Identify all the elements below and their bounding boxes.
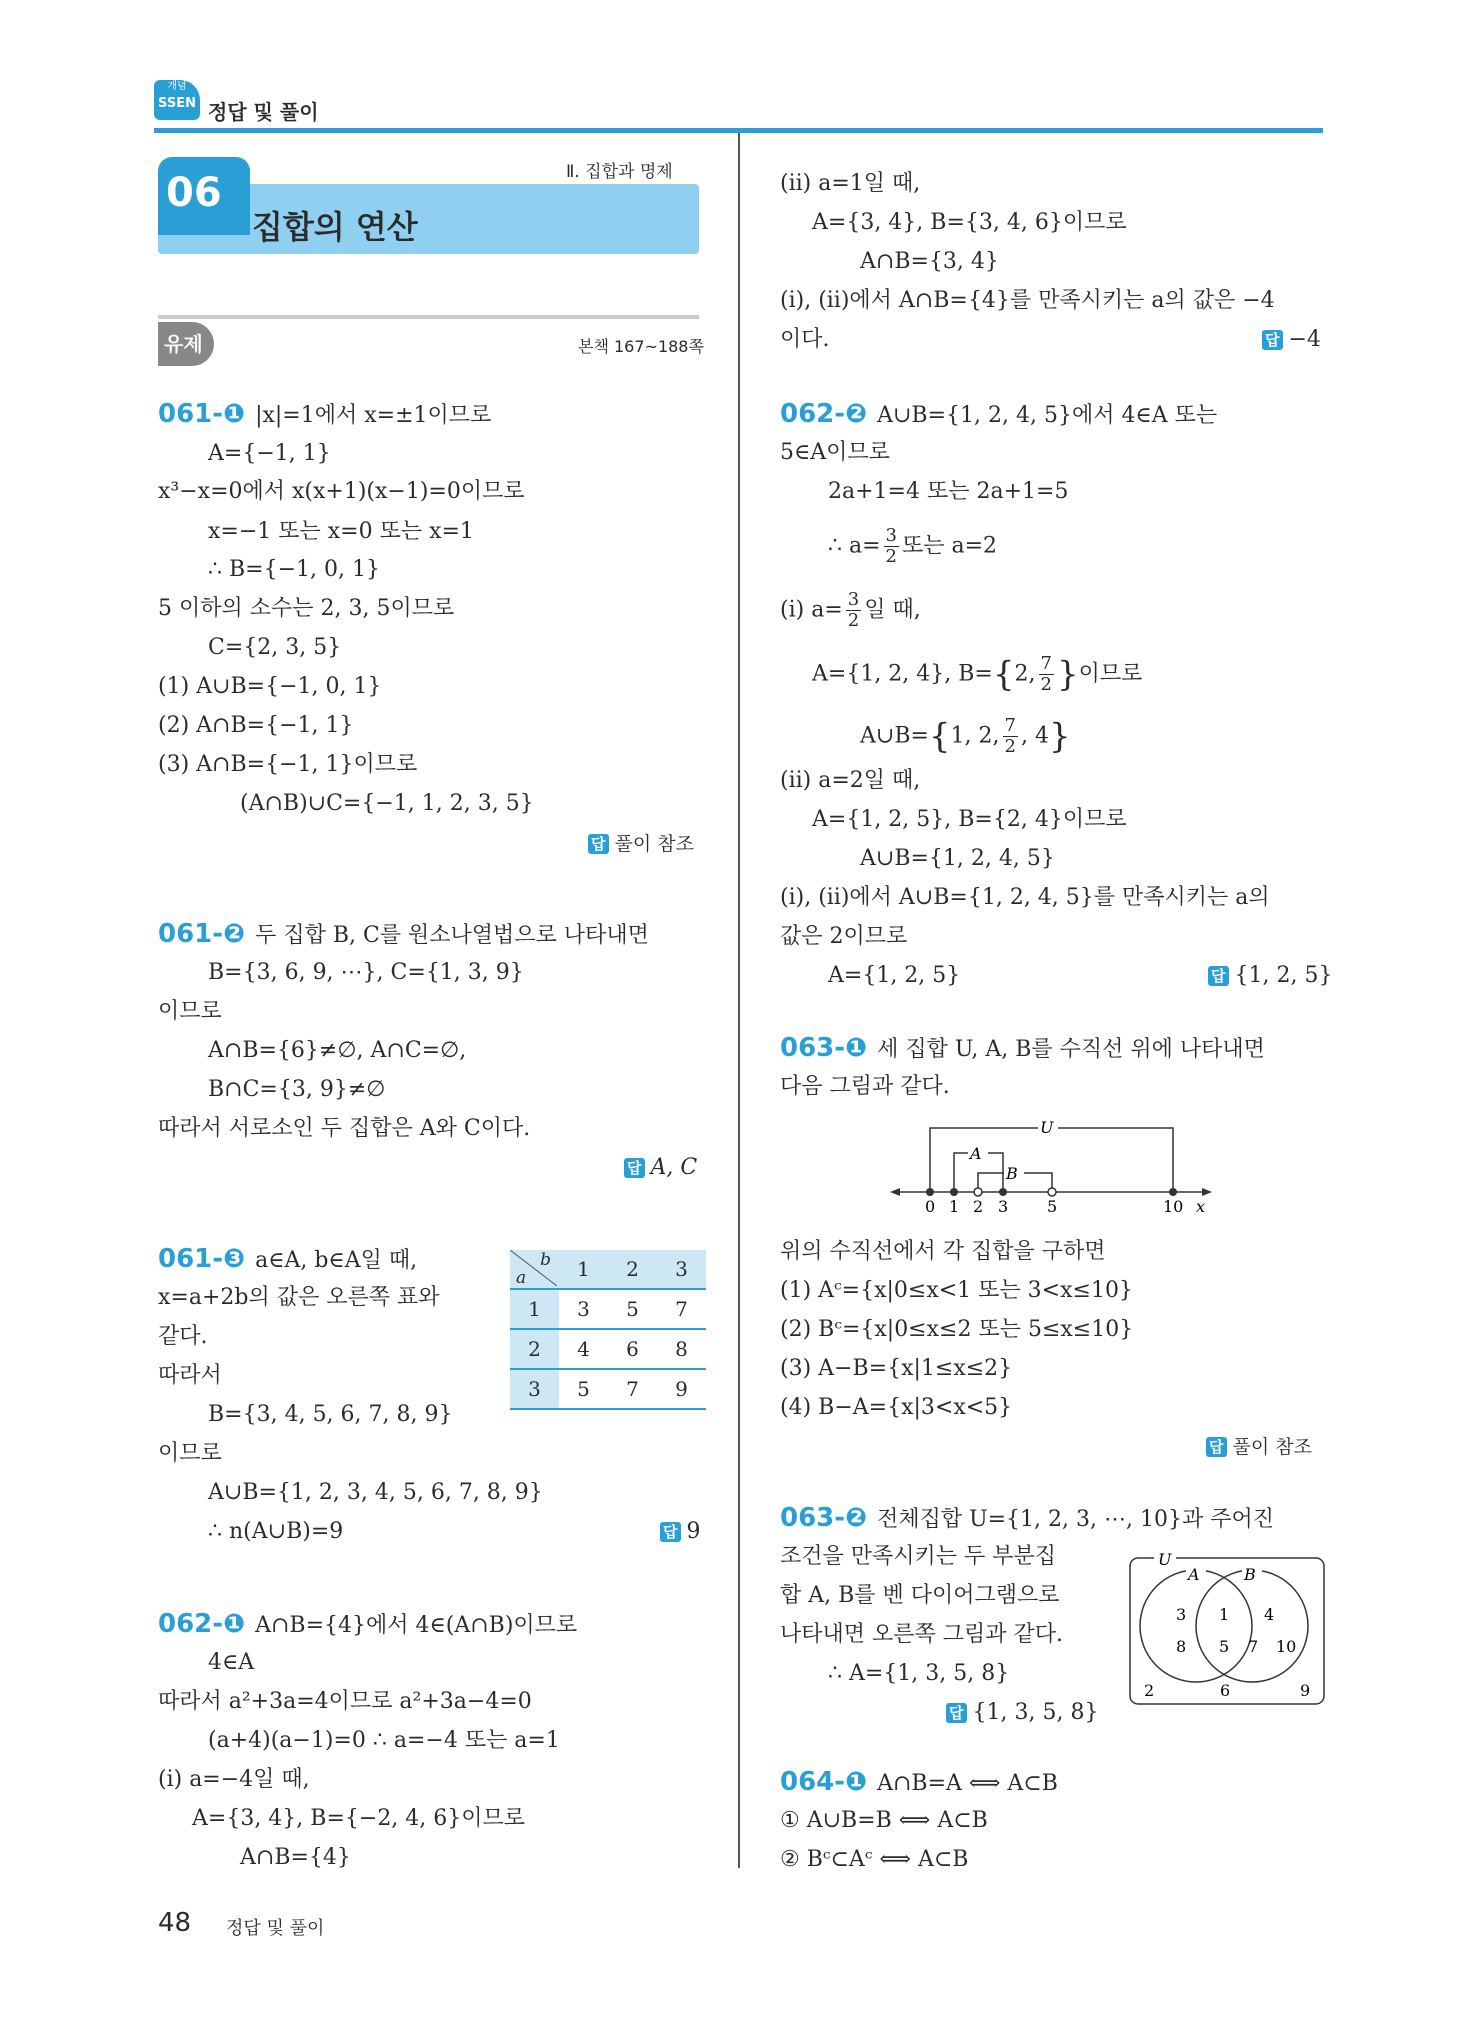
header-logo: 개념 SSEN [154, 80, 200, 120]
table-cell: 3 [559, 1289, 608, 1329]
p061-1-line9: (3) A∩B={−1, 1}이므로 [158, 752, 418, 777]
p063-2-line2: 합 A, B를 벤 다이어그램으로 [780, 1583, 1060, 1608]
p061-1-line2: x³−x=0에서 x(x+1)(x−1)=0이므로 [158, 479, 525, 504]
fraction: $\frac{7}{2}$ [1040, 653, 1052, 695]
p062-2-answer: 답 {1, 2, 5} [1208, 962, 1332, 990]
p063-1-line1: 다음 그림과 같다. [780, 1074, 950, 1099]
p062-1c-line1: A={3, 4}, B={3, 4, 6}이므로 [812, 210, 1127, 235]
p062-1c-line0: (ⅱ) a=1일 때, [780, 171, 921, 196]
p061-3-line4: B={3, 4, 5, 6, 7, 8, 9} [208, 1402, 453, 1427]
venn-element: 3 [1176, 1605, 1187, 1624]
p063-2-line1: 조건을 만족시키는 두 부분집 [780, 1544, 1057, 1569]
p064-1-num: 064-❶ [780, 1767, 868, 1797]
p063-1-line2: 위의 수직선에서 각 집합을 구하면 [780, 1239, 1106, 1264]
p061-1-line10: (A∩B)∪C={−1, 1, 2, 3, 5} [240, 791, 534, 816]
p061-1-line0: 061-❶ |x|=1에서 x=±1이므로 [158, 399, 492, 429]
p062-2-line1: 5∈A이므로 [780, 440, 890, 465]
value-table [510, 1250, 706, 1410]
p061-2-line1: B={3, 6, 9, ⋯}, C={1, 3, 9} [208, 960, 524, 985]
p062-2-line5: (ⅰ) a= $\frac{3}{2}$ 일 때, [780, 589, 921, 631]
p063-1-line0: 063-❶ 세 집합 U, A, B를 수직선 위에 나타내면 [780, 1033, 1265, 1063]
p062-2-line2: 2a+1=4 또는 2a+1=5 [828, 479, 1069, 504]
p062-1c-answer: 답 −4 [1262, 326, 1321, 354]
venn-diagram [1128, 1548, 1328, 1708]
table-cell: 9 [657, 1369, 706, 1409]
p061-2-line5: 따라서 서로소인 두 집합은 A와 C이다. [158, 1116, 531, 1141]
table-cell: 8 [657, 1329, 706, 1369]
section-ref: 본책 167~188쪽 [578, 337, 704, 356]
p061-3-line7: ∴ n(A∪B)=9 [208, 1519, 344, 1544]
p062-1-num: 062-❶ [158, 1609, 246, 1639]
point-0 [926, 1188, 934, 1196]
p061-3-line5: 이므로 [158, 1441, 222, 1466]
p061-1-line4: ∴ B={−1, 0, 1} [208, 557, 380, 582]
column-divider [738, 133, 740, 1868]
label-u: U [1158, 1550, 1172, 1569]
p062-2-line14: 값은 2이므로 [780, 924, 908, 949]
table-cell: 7 [657, 1289, 706, 1329]
p062-1c-line3: (ⅰ), (ⅱ)에서 A∩B={4}를 만족시키는 a의 값은 −4 [780, 288, 1275, 313]
table-cell: 6 [608, 1329, 657, 1369]
p062-2-line15: A={1, 2, 5} [828, 963, 961, 988]
p063-1-line6: (4) B−A={x|3<x<5} [780, 1395, 1013, 1420]
axis-label: x [1196, 1197, 1206, 1216]
p062-1-line1: 4∈A [208, 1650, 255, 1675]
section-badge: 유제 [158, 322, 214, 366]
p062-1-line4: (ⅰ) a=−4일 때, [158, 1767, 310, 1792]
venn-element: 4 [1264, 1605, 1275, 1624]
venn-element: 5 [1219, 1637, 1230, 1656]
label-b: B [1006, 1164, 1018, 1183]
p061-3-num: 061-❸ [158, 1244, 246, 1274]
table-row [510, 1329, 706, 1369]
p062-2-line7: A={1, 2, 4}, B={2, $\frac{7}{2}$ }이므로 [812, 653, 1143, 695]
table-corner: b a [510, 1250, 559, 1289]
label-b: B [1244, 1565, 1256, 1584]
point-3 [999, 1188, 1007, 1196]
p064-1-line1: ① A∪B=B ⟺ A⊂B [780, 1808, 988, 1833]
p062-2-line9: A∪B={1, 2, $\frac{7}{2}$ , 4} [860, 715, 1071, 757]
venn-element: 1 [1219, 1605, 1230, 1624]
p063-1-line3: (1) Aᶜ={x|0≤x<1 또는 3<x≤10} [780, 1278, 1133, 1303]
p061-2-num: 061-❷ [158, 919, 246, 949]
p061-3-line6: A∪B={1, 2, 3, 4, 5, 6, 7, 8, 9} [208, 1480, 543, 1505]
p061-1-line1: A={−1, 1} [208, 441, 331, 466]
p062-2-num: 062-❷ [780, 399, 868, 429]
table-cell: 7 [608, 1369, 657, 1409]
venn-element: 9 [1300, 1681, 1311, 1700]
p063-1-answer: 답 풀이 참조 [1206, 1433, 1312, 1461]
p062-2-line11: A={1, 2, 5}, B={2, 4}이므로 [812, 807, 1127, 832]
table-row-label: 2 [510, 1329, 559, 1369]
p061-1-line3: x=−1 또는 x=0 또는 x=1 [208, 519, 474, 544]
p063-1-line4: (2) Bᶜ={x|0≤x≤2 또는 5≤x≤10} [780, 1317, 1134, 1342]
p061-3-line2: 같다. [158, 1324, 208, 1349]
p064-1-line2: ② Bᶜ⊂Aᶜ ⟺ A⊂B [780, 1847, 969, 1872]
p061-2-line2: 이므로 [158, 999, 222, 1024]
p062-2-line10: (ⅱ) a=2일 때, [780, 768, 921, 793]
p063-2-line4: ∴ A={1, 3, 5, 8} [828, 1661, 1010, 1686]
p064-1-line0: 064-❶ A∩B=A ⟺ A⊂B [780, 1767, 1058, 1797]
chapter-number: 06 [166, 170, 222, 216]
p062-1-line2: 따라서 a²+3a=4이므로 a²+3a−4=0 [158, 1689, 532, 1714]
table-row-label: 3 [510, 1369, 559, 1409]
p062-1-line5: A={3, 4}, B={−2, 4, 6}이므로 [192, 1806, 526, 1831]
p061-2-line3: A∩B={6}≠∅, A∩C=∅, [208, 1038, 467, 1063]
section-rule [158, 315, 699, 319]
p061-1-answer: 답 풀이 참조 [588, 830, 694, 858]
point-1 [950, 1188, 958, 1196]
p062-1c-line4: 이다. [780, 327, 830, 352]
p062-1-line0: 062-❶ A∩B={4}에서 4∈(A∩B)이므로 [158, 1609, 578, 1639]
p061-3-line3: 따라서 [158, 1363, 222, 1388]
page-number: 48 [158, 1908, 192, 1938]
point-10 [1169, 1188, 1177, 1196]
p061-2-answer: 답 A, C [624, 1154, 697, 1182]
p063-2-answer: 답 {1, 3, 5, 8} [946, 1699, 1098, 1727]
table-row [510, 1369, 706, 1409]
p061-1-num: 061-❶ [158, 399, 246, 429]
p061-1-line6: C={2, 3, 5} [208, 635, 342, 660]
tick-label: 0 [925, 1197, 936, 1216]
chapter-title: 집합의 연산 [252, 208, 418, 246]
fraction: $\frac{3}{2}$ [885, 525, 897, 567]
venn-element: 8 [1176, 1637, 1187, 1656]
venn-element: 10 [1276, 1637, 1297, 1656]
p062-2-line0: 062-❷ A∪B={1, 2, 4, 5}에서 4∈A 또는 [780, 399, 1218, 429]
table-col-header: 2 [608, 1250, 657, 1289]
footer-label: 정답 및 풀이 [226, 1918, 325, 1939]
p062-1-line6: A∩B={4} [240, 1845, 351, 1870]
p061-3-line0: 061-❸ a∈A, b∈A일 때, [158, 1244, 418, 1274]
p063-2-num: 063-❷ [780, 1503, 868, 1533]
p061-1-line5: 5 이하의 소수는 2, 3, 5이므로 [158, 596, 455, 621]
table-cell: 5 [608, 1289, 657, 1329]
point-5 [1048, 1188, 1056, 1196]
p061-2-line0: 061-❷ 두 집합 B, C를 원소나열법으로 나타내면 [158, 919, 649, 949]
p061-1-line7: (1) A∪B={−1, 0, 1} [158, 674, 382, 699]
p062-2-line3: ∴ a= $\frac{3}{2}$ 또는 a=2 [828, 525, 998, 567]
p062-1-line3: (a+4)(a−1)=0 ∴ a=−4 또는 a=1 [208, 1728, 560, 1753]
p061-1-line8: (2) A∩B={−1, 1} [158, 713, 354, 738]
table-col-header: 1 [559, 1250, 608, 1289]
table-row [510, 1289, 706, 1329]
venn-element: 2 [1144, 1681, 1155, 1700]
point-2 [974, 1188, 982, 1196]
table-row [510, 1250, 706, 1289]
p062-2-line12: A∪B={1, 2, 4, 5} [860, 846, 1055, 871]
table-cell: 5 [559, 1369, 608, 1409]
table-row-label: 1 [510, 1289, 559, 1329]
tick-label: 1 [949, 1197, 960, 1216]
p063-2-line3: 나타내면 오른쪽 그림과 같다. [780, 1622, 1063, 1647]
table-col-header: 3 [657, 1250, 706, 1289]
fraction: $\frac{3}{2}$ [847, 589, 860, 631]
venn-element: 6 [1220, 1681, 1231, 1700]
tick-label: 3 [998, 1197, 1009, 1216]
p063-2-line0: 063-❷ 전체집합 U={1, 2, 3, ⋯, 10}과 주어진 [780, 1503, 1274, 1533]
p061-3-answer: 답 9 [660, 1518, 701, 1546]
tick-label: 10 [1163, 1197, 1184, 1216]
p062-2-line13: (ⅰ), (ⅱ)에서 A∪B={1, 2, 4, 5}를 만족시키는 a의 [780, 885, 1270, 910]
p061-3-line1: x=a+2b의 값은 오른쪽 표와 [158, 1285, 440, 1310]
label-a: A [970, 1144, 982, 1163]
chapter-unit: Ⅱ. 집합과 명제 [566, 162, 673, 182]
venn-element: 7 [1248, 1637, 1259, 1656]
tick-label: 2 [973, 1197, 984, 1216]
p062-1c-line2: A∩B={3, 4} [860, 249, 999, 274]
p063-1-num: 063-❶ [780, 1033, 868, 1063]
header-title: 정답 및 풀이 [208, 100, 319, 124]
fraction: $\frac{7}{2}$ [1004, 715, 1016, 757]
p063-1-line5: (3) A−B={x|1≤x≤2} [780, 1356, 1013, 1381]
tick-label: 5 [1047, 1197, 1058, 1216]
table-cell: 4 [559, 1329, 608, 1369]
label-a: A [1188, 1565, 1200, 1584]
number-line-diagram [890, 1108, 1220, 1218]
label-u: U [1040, 1118, 1054, 1137]
p061-2-line4: B∩C={3, 9}≠∅ [208, 1077, 386, 1102]
